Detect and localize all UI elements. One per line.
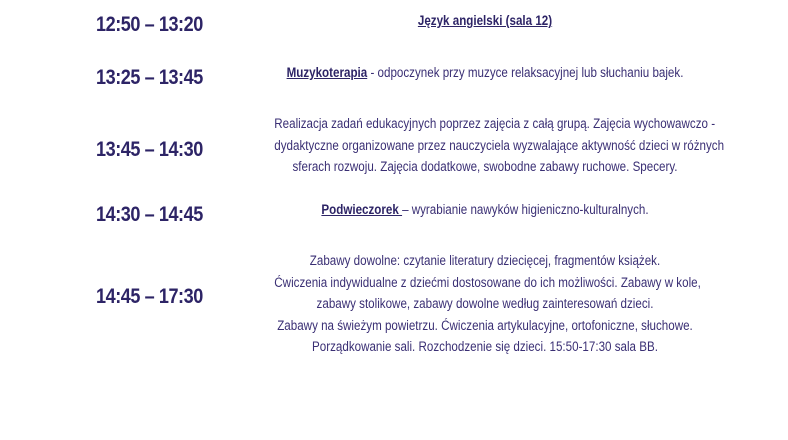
time-slot: 14:45 – 17:30: [96, 285, 203, 308]
time-slot: 13:45 – 14:30: [96, 138, 203, 161]
time-slot: 12:50 – 13:20: [96, 13, 203, 36]
activity-text-line: Ćwiczenia indywidualne z dziećmi dostosowane do ich możliwości. Zabawy w kole,: [274, 274, 701, 290]
activity-text-line: zabawy stolikowe, zabawy dowolne według zainteresowań dzieci.: [316, 296, 654, 311]
activity-text-line: Realizacja zadań edukacyjnych poprzez zajęcia z całą grupą. Zajęcia wychowawczo -: [274, 116, 716, 131]
activity-title-link[interactable]: Język angielski (sala 12): [417, 13, 553, 28]
activity-text-line: Zabawy dowolne: czytanie literatury dziecięcej, fragmentów książek.: [309, 253, 661, 268]
activity-description: [240, 199, 730, 221]
activity-title-link[interactable]: Podwieczorek: [321, 202, 403, 217]
activity-text-line: Zabawy na świeżym powietrzu. Ćwiczenia artykulacyjne, ortofoniczne, słuchowe.: [277, 317, 693, 333]
activity-description: [240, 10, 730, 32]
activity-text-line: sferach rozwoju. Zajęcia dodatkowe, swobodne zabawy ruchowe. Specery.: [292, 159, 678, 174]
activity-description: [240, 62, 730, 84]
time-slot: 14:30 – 14:45: [96, 203, 203, 226]
activity-text-line: Porządkowanie sali. Rozchodzenie się dzieci. 15:50-17:30 sala BB.: [312, 339, 658, 354]
time-slot: 13:25 – 13:45: [96, 66, 203, 89]
activity-title-link[interactable]: Muzykoterapia: [286, 65, 368, 80]
activity-text: – wyrabianie nawyków higieniczno-kulturalnych.: [402, 202, 649, 217]
activity-text-line: dydaktyczne organizowane przez nauczyciela wyzwalające aktywność dzieci w różnych: [274, 137, 725, 153]
activity-text: - odpoczynek przy muzyce relaksacyjnej lub słuchaniu bajek.: [367, 65, 684, 80]
activity-description: [240, 250, 730, 358]
activity-description: [240, 113, 730, 178]
